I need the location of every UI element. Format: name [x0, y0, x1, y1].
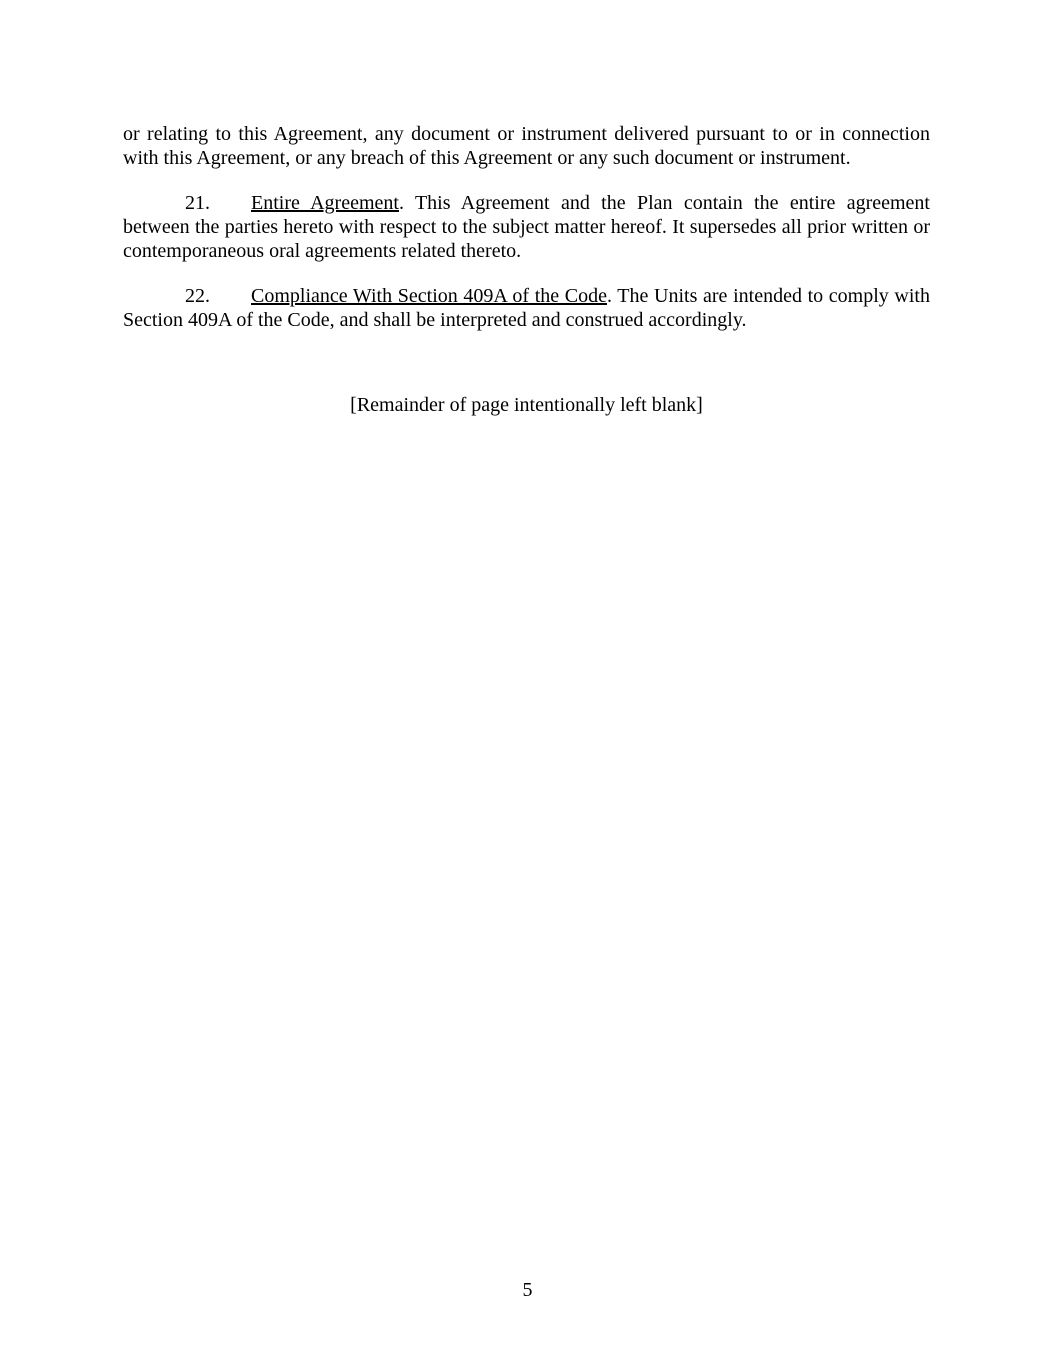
paragraph-22-number: 22. [185, 285, 210, 307]
paragraph-continuation: or relating to this Agreement, any document or instrument delivered pursuant to or in connection with this Agreement, or any breach of this Agreement or any such document or instrument. [123, 123, 930, 169]
paragraph-22 [123, 284, 930, 332]
paragraph-21 [123, 191, 930, 263]
paragraph-21-number: 21. [185, 192, 210, 214]
page-number: 5 [522, 1279, 533, 1301]
remainder-of-page-note: [Remainder of page intentionally left blank] [350, 394, 703, 416]
paragraph-22-body: . The Units are intended to comply with Section 409A of the Code, and shall be interpreted and construed accordingly. [123, 285, 930, 331]
document-body [123, 122, 930, 438]
paragraph-22-heading: Compliance With Section 409A of the Code [251, 285, 607, 307]
paragraph-21-body: . This Agreement and the Plan contain the entire agreement between the parties hereto with respect to the subject matter hereof. It supersedes all prior written or contemporaneous oral agreements related thereto. [123, 192, 930, 262]
paragraph-21-heading: Entire Agreement [251, 192, 399, 214]
